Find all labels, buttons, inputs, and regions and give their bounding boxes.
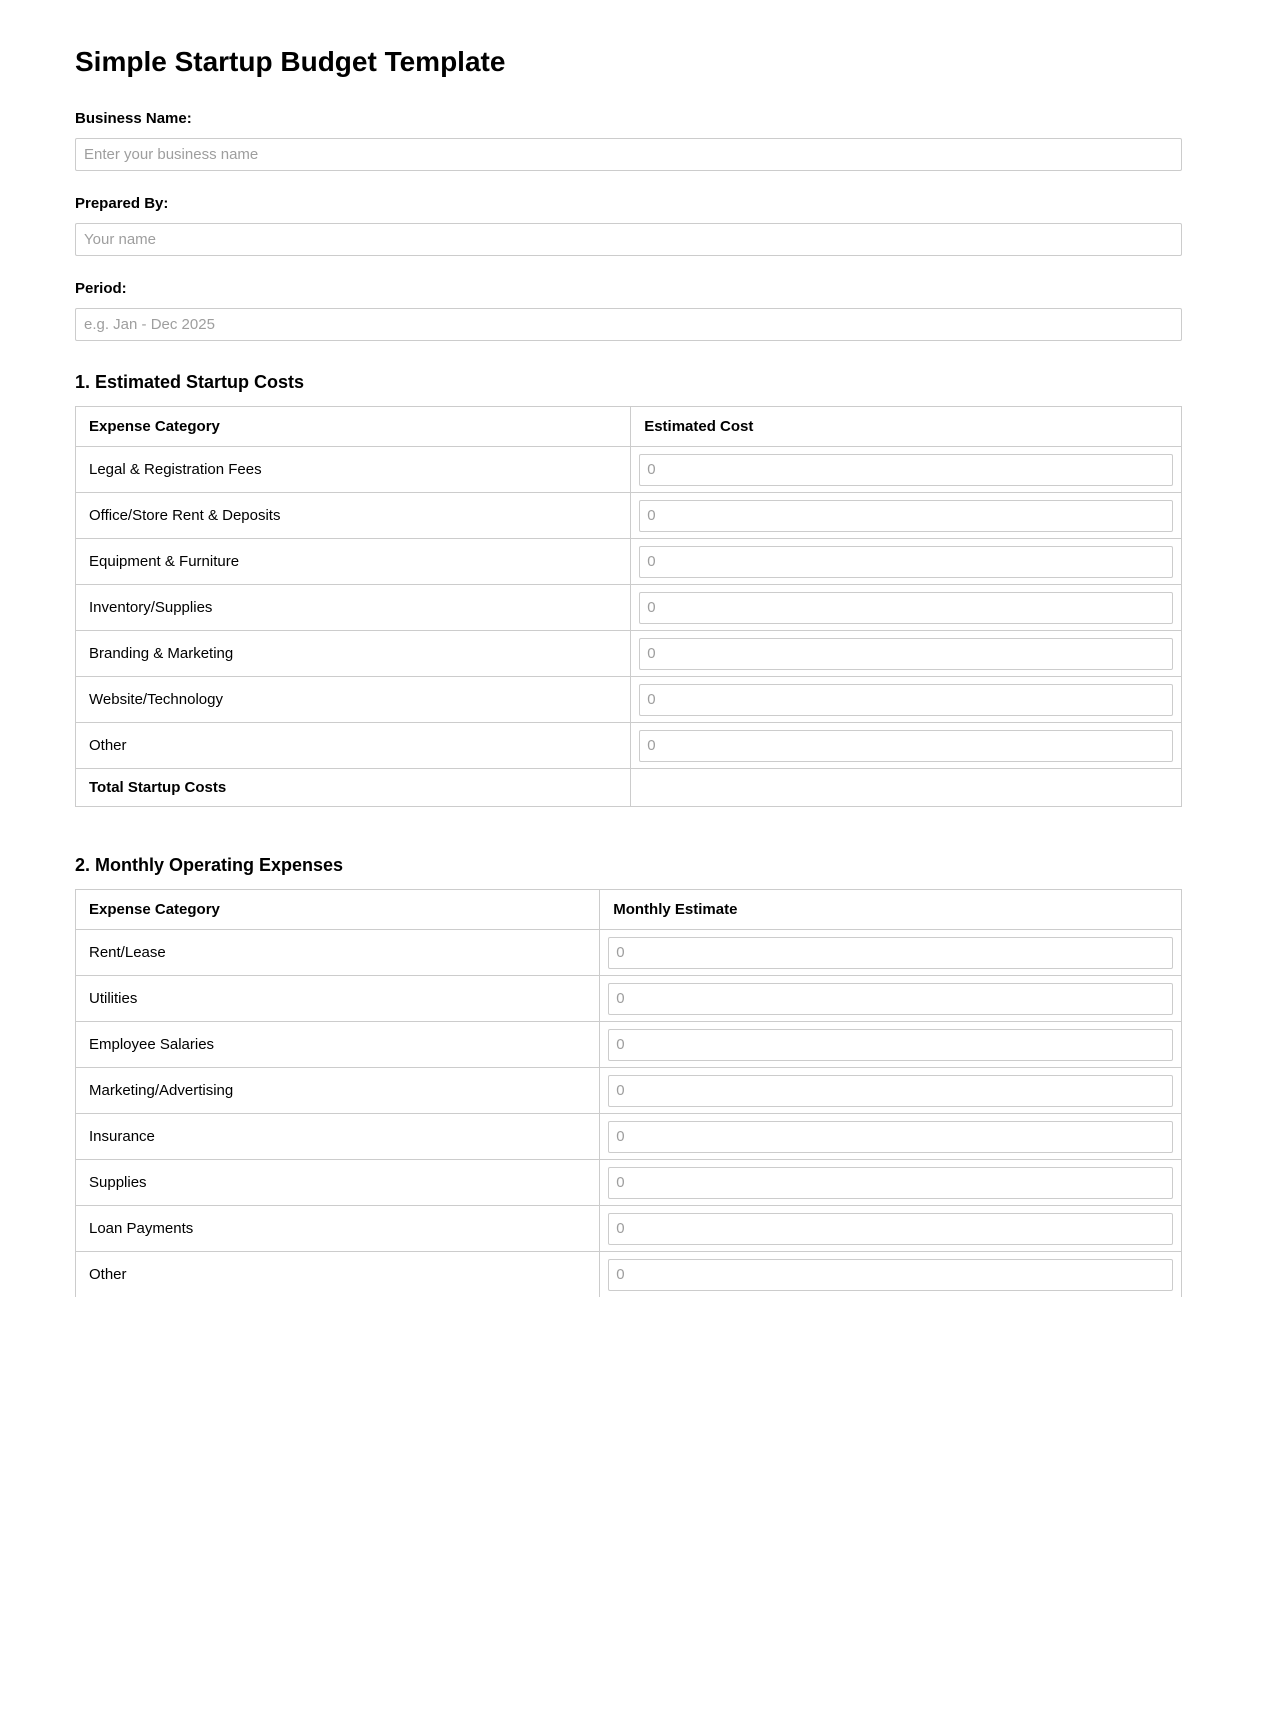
- category-cell: Employee Salaries: [76, 1022, 600, 1068]
- category-cell: Loan Payments: [76, 1206, 600, 1252]
- table-row: [76, 447, 1182, 493]
- estimated-cost-header: Estimated Cost: [631, 407, 1182, 447]
- table-row: [76, 1252, 1182, 1298]
- monthly-expenses-table: [75, 889, 1182, 1297]
- utilities-input[interactable]: [608, 983, 1173, 1015]
- category-cell: Equipment & Furniture: [76, 539, 631, 585]
- monthly-supplies-input[interactable]: [608, 1167, 1173, 1199]
- category-cell: Inventory/Supplies: [76, 585, 631, 631]
- expense-category-header: Expense Category: [76, 407, 631, 447]
- period-label: Period:: [75, 280, 127, 297]
- period-input[interactable]: [75, 308, 1182, 341]
- startup-other-input[interactable]: [639, 730, 1173, 762]
- business-name-input[interactable]: [75, 138, 1182, 171]
- section-2-heading: 2. Monthly Operating Expenses: [75, 855, 344, 875]
- total-startup-costs-label: Total Startup Costs: [76, 769, 631, 807]
- table-row: [76, 677, 1182, 723]
- page-content: [75, 0, 1182, 1297]
- monthly-estimate-header: Monthly Estimate: [600, 890, 1182, 930]
- category-cell: Website/Technology: [76, 677, 631, 723]
- table-row: [76, 539, 1182, 585]
- table-row: [76, 1206, 1182, 1252]
- table-row: [76, 1068, 1182, 1114]
- category-cell: Utilities: [76, 976, 600, 1022]
- table-row: [76, 976, 1182, 1022]
- business-name-field: [75, 110, 1182, 171]
- category-cell: Marketing/Advertising: [76, 1068, 600, 1114]
- category-cell: Other: [76, 723, 631, 769]
- category-cell: Legal & Registration Fees: [76, 447, 631, 493]
- employee-salaries-input[interactable]: [608, 1029, 1173, 1061]
- legal-registration-fees-input[interactable]: [639, 454, 1173, 486]
- table-row: [76, 585, 1182, 631]
- equipment-furniture-input[interactable]: [639, 546, 1173, 578]
- section-1-heading: 1. Estimated Startup Costs: [75, 372, 305, 392]
- table-row: [76, 1022, 1182, 1068]
- category-cell: Branding & Marketing: [76, 631, 631, 677]
- category-cell: Supplies: [76, 1160, 600, 1206]
- marketing-advertising-input[interactable]: [608, 1075, 1173, 1107]
- office-store-rent-deposits-input[interactable]: [639, 500, 1173, 532]
- business-name-label: Business Name:: [75, 110, 192, 127]
- prepared-by-label: Prepared By:: [75, 195, 169, 212]
- table-header-row: [76, 407, 1182, 447]
- table-header-row: [76, 890, 1182, 930]
- table-row: [76, 1114, 1182, 1160]
- startup-costs-table: [75, 406, 1182, 807]
- website-technology-input[interactable]: [639, 684, 1173, 716]
- rent-lease-input[interactable]: [608, 937, 1173, 969]
- prepared-by-input[interactable]: [75, 223, 1182, 256]
- total-startup-costs-value: [631, 769, 1182, 807]
- category-cell: Office/Store Rent & Deposits: [76, 493, 631, 539]
- category-cell: Insurance: [76, 1114, 600, 1160]
- insurance-input[interactable]: [608, 1121, 1173, 1153]
- expense-category-header: Expense Category: [76, 890, 600, 930]
- branding-marketing-input[interactable]: [639, 638, 1173, 670]
- prepared-by-field: [75, 195, 1182, 256]
- table-row: [76, 631, 1182, 677]
- loan-payments-input[interactable]: [608, 1213, 1173, 1245]
- table-row: [76, 930, 1182, 976]
- page-title: Simple Startup Budget Template: [75, 46, 506, 77]
- total-startup-costs-row: [76, 769, 1182, 807]
- category-cell: Other: [76, 1252, 600, 1298]
- table-row: [76, 493, 1182, 539]
- inventory-supplies-input[interactable]: [639, 592, 1173, 624]
- category-cell: Rent/Lease: [76, 930, 600, 976]
- table-row: [76, 723, 1182, 769]
- table-row: [76, 1160, 1182, 1206]
- monthly-other-input[interactable]: [608, 1259, 1173, 1291]
- period-field: [75, 280, 1182, 341]
